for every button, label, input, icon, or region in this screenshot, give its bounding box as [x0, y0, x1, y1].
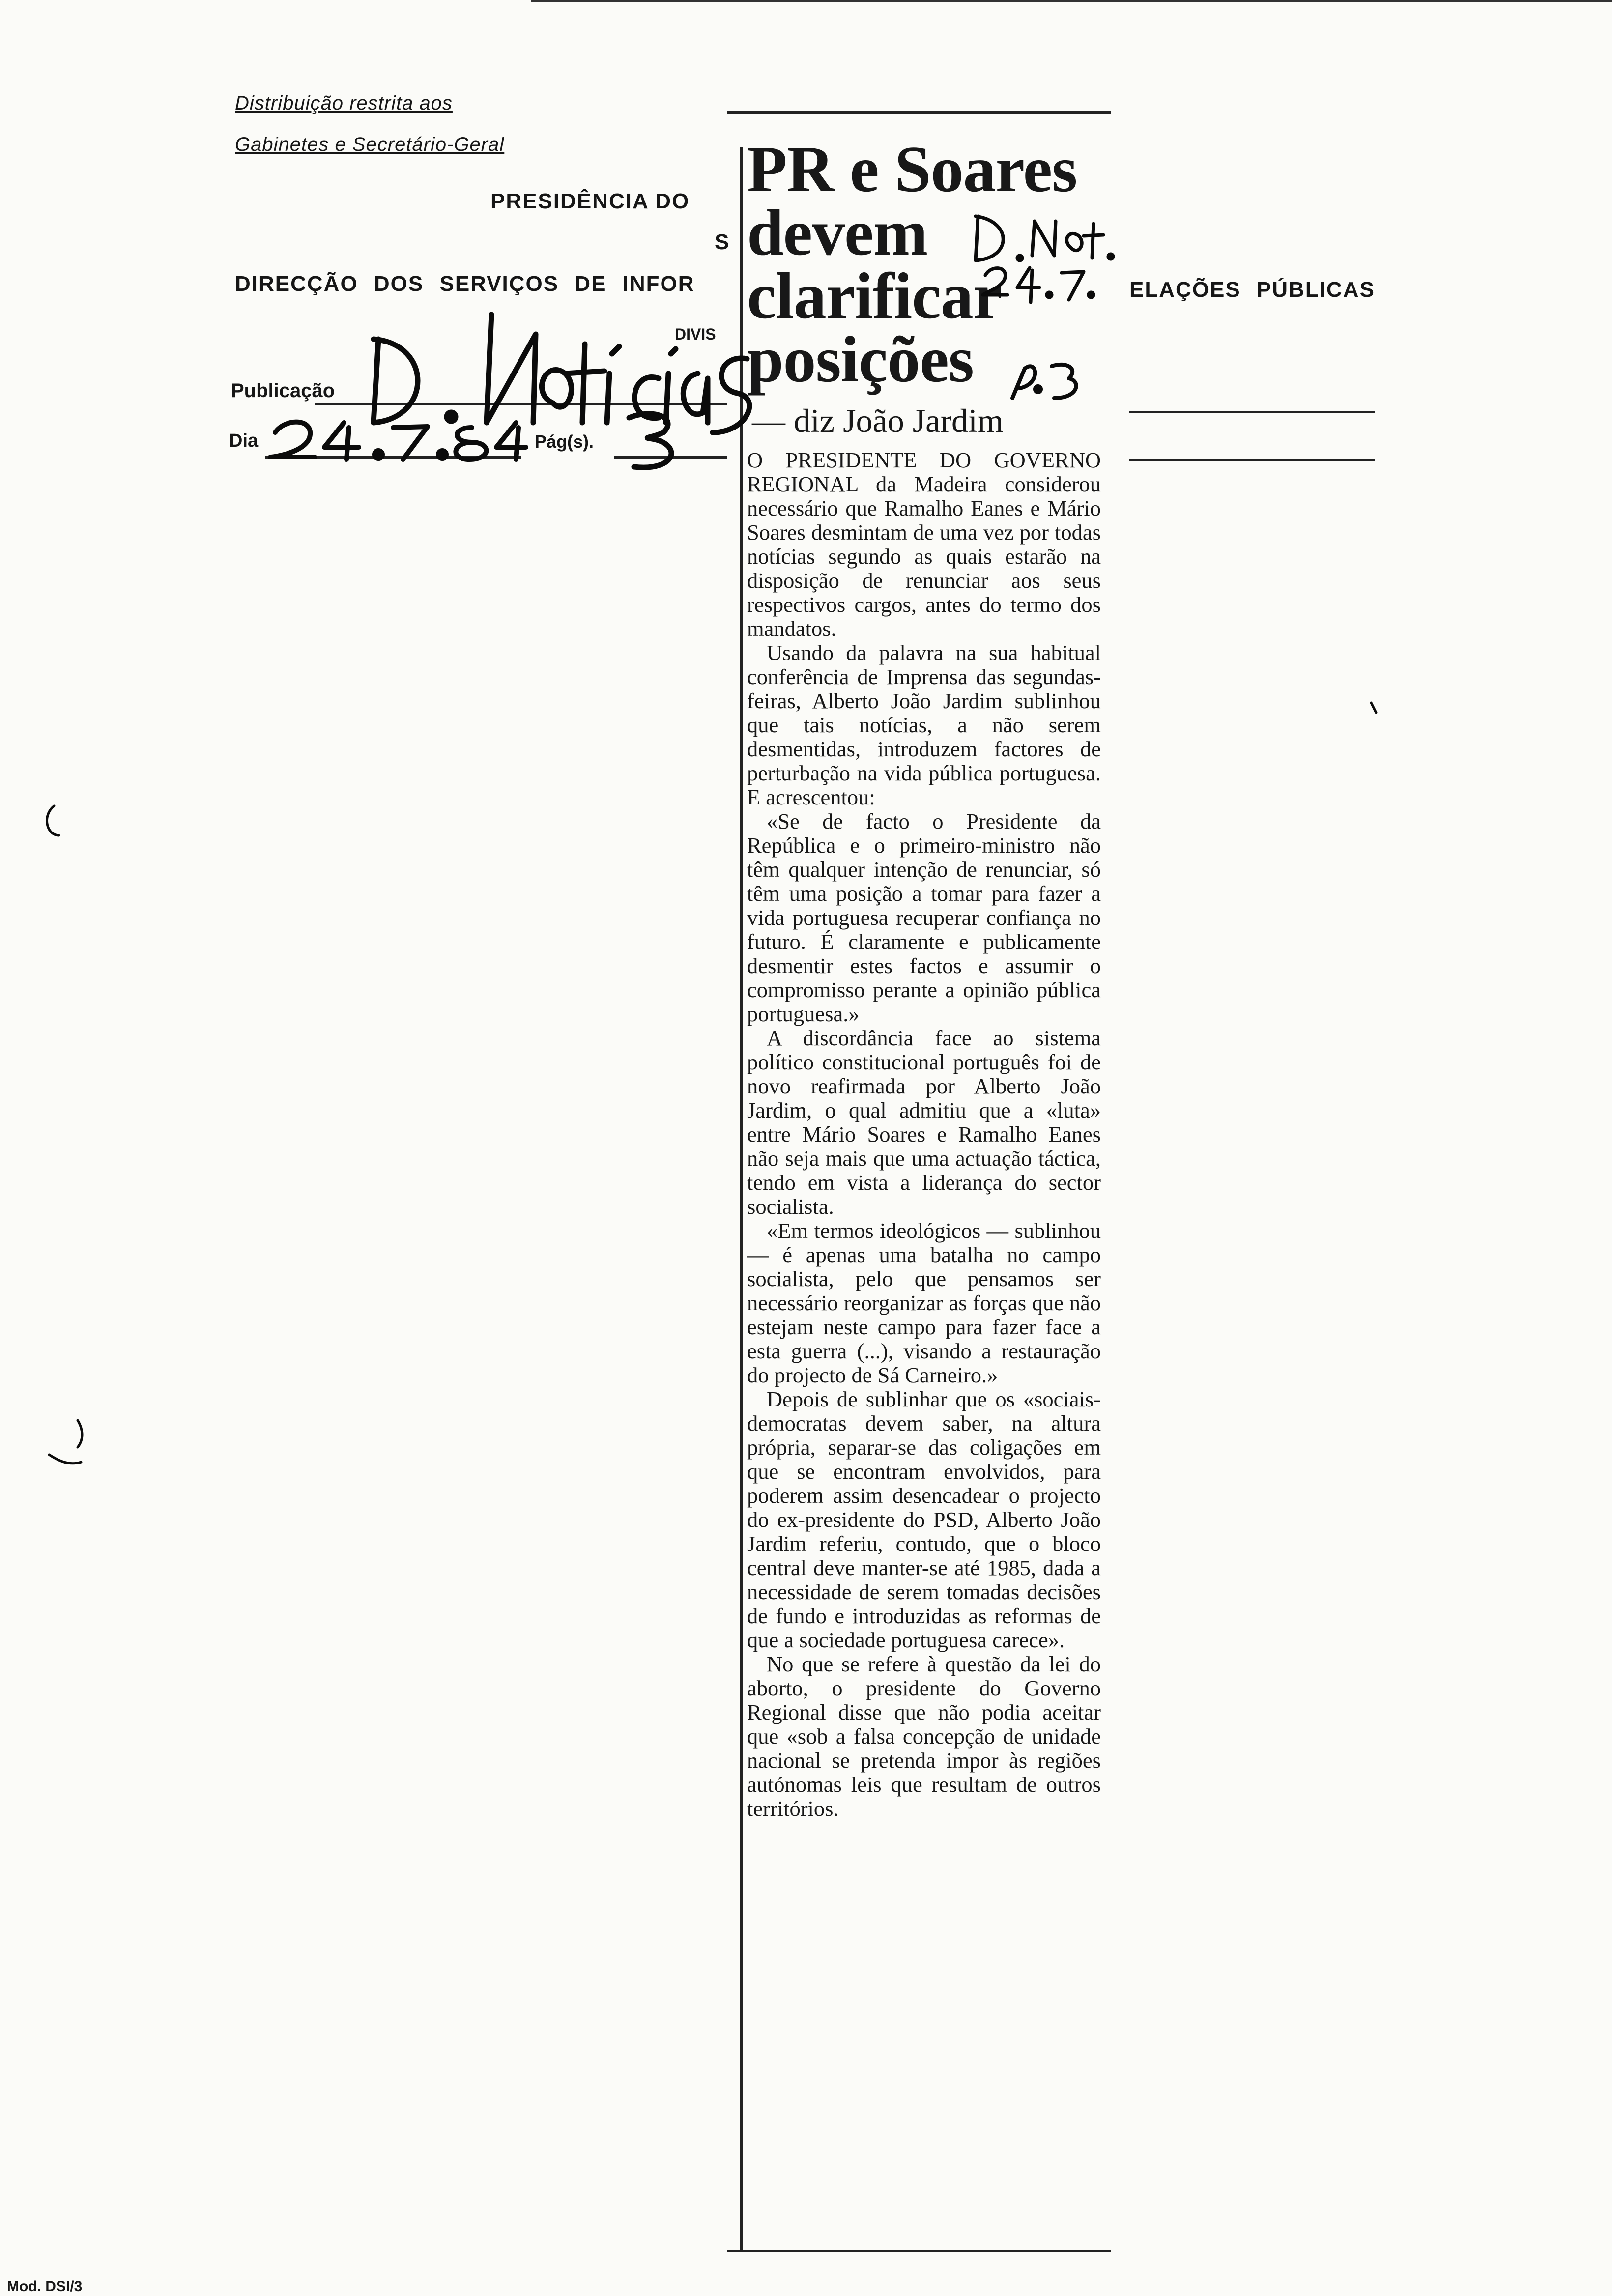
- dia-label: Dia: [229, 430, 259, 451]
- headline-line-3: clarificar: [747, 259, 1002, 332]
- margin-marks: [47, 703, 1376, 1464]
- headline-line-1: PR e Soares: [747, 133, 1077, 205]
- presidencia-heading: PRESIDÊNCIA DO: [490, 189, 690, 213]
- distribution-note-line1: Distribuição restrita aos: [235, 92, 453, 114]
- paginas-label: Pág(s).: [535, 431, 594, 452]
- handwritten-page: [629, 414, 671, 467]
- handwritten-date: [270, 422, 526, 459]
- article-paragraph-1: O PRESIDENTE DO GOVERNO REGIONAL da Madeira considerou necessário que Ramalho Eanes e Mário Soares desmintam de uma vez por todas notícias segundo as quais estarão na disposição de renunciar aos seus respectivos cargos, antes do termo dos mandatos.: [747, 448, 1101, 641]
- article-paragraph-6: Depois de sublinhar que os «sociais-democratas devem saber, na altura própria, separar-se das coligações em que se encontram envolvidos, para poderem assim desencadear o projecto do ex-presidente do PSD, Alberto João Jardim referiu, contudo, que o bloco central deve manter-se até 1985, dada a necessidade de serem tomadas decisões de fundo e introduzidas as reformas de que a sociedade portuguesa carece».: [747, 1387, 1101, 1652]
- relacoes-publicas-heading: ELAÇÕES PÚBLICAS: [1129, 278, 1375, 302]
- handwritten-page-note: [1012, 365, 1076, 398]
- article-paragraph-2: Usando da palavra na sua habitual conferência de Imprensa das segundas-feiras, Alberto João Jardim sublinhou que tais notícias, a não serem desmentidas, introduzem factores de perturbação na vida pública portuguesa. E acrescentou:: [747, 640, 1101, 809]
- distribution-note-line2: Gabinetes e Secretário-Geral: [235, 134, 505, 155]
- article-paragraph-4: A discordância face ao sistema político constitucional português foi de novo reafirmada por Alberto João Jardim, o qual admitiu que a «luta» entre Mário Soares e Ramalho Eanes não seja mais que uma actuação táctica, tendo em vista a liderança do sector socialista.: [747, 1026, 1101, 1219]
- publicacao-label: Publicação: [231, 380, 335, 402]
- direccao-heading: DIRECÇÃO DOS SERVIÇOS DE INFOR: [235, 272, 695, 296]
- divisao-fragment: DIVIS: [675, 325, 716, 343]
- form-code: Mod. DSI/3: [7, 2278, 83, 2295]
- headline-line-4: posições: [747, 323, 974, 396]
- heading-s-fragment: S: [715, 230, 730, 254]
- headline-line-2: devem: [747, 196, 928, 269]
- article-paragraph-7: No que se refere à questão da lei do aborto, o presidente do Governo Regional disse que não podia aceitar que «sob a falsa concepção de unidade nacional se pretenda impor às regiões autónomas leis que resultam de outros territórios.: [747, 1652, 1101, 1821]
- article-paragraph-5: «Em termos ideológicos — sublinhou — é apenas uma batalha no campo socialista, pelo que pensamos ser necessário reorganizar as forças que não estejam neste campo para fazer face a esta guerra (...), visando a restauração do projecto de Sá Carneiro.»: [747, 1218, 1101, 1387]
- handwritten-publication: [374, 315, 749, 432]
- article-paragraph-3: «Se de facto o Presidente da República e o primeiro-ministro não têm qualquer intenção de renunciar, só têm uma posição a tomar para fazer a vida portuguesa recuperar confiança no futuro. É claramente e publicamente desmentir estes factos e assumir o compromisso perante a opinião pública portuguesa.»: [747, 809, 1101, 1026]
- article-byline: — diz João Jardim: [752, 402, 1004, 439]
- handwritten-headline-note: [976, 216, 1113, 302]
